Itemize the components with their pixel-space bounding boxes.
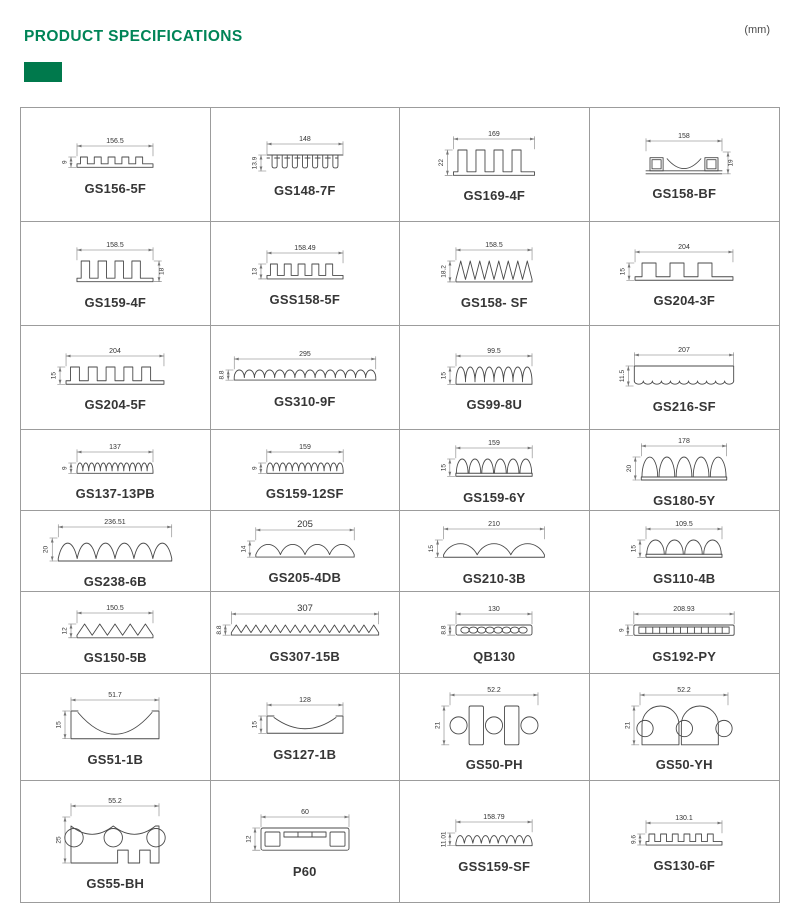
- profile-drawing: [590, 128, 780, 184]
- product-code: GS150-5B: [83, 650, 147, 666]
- profile-drawing: [21, 237, 210, 292]
- profile-sketch: [21, 687, 210, 749]
- spec-cell-gs156-5f: [21, 108, 211, 222]
- spec-cell-gs169-4f: [400, 108, 590, 222]
- profile-drawing: [21, 133, 210, 177]
- profile-drawing: [590, 239, 780, 290]
- product-code: GS99-8U: [466, 397, 523, 413]
- svg-text:99.5: 99.5: [487, 347, 502, 355]
- svg-text:9.6: 9.6: [630, 834, 638, 845]
- page-header: [0, 0, 800, 82]
- profile-sketch: [400, 601, 589, 645]
- svg-text:21: 21: [434, 721, 442, 729]
- product-code: GS50-YH: [655, 757, 713, 773]
- svg-text:9: 9: [61, 466, 69, 470]
- svg-text:130: 130: [488, 606, 501, 614]
- profile-sketch: [21, 343, 210, 394]
- svg-text:158.49: 158.49: [294, 245, 316, 253]
- spec-cell-gs180-5y: [590, 430, 780, 511]
- product-code: GS307-15B: [269, 648, 340, 664]
- product-code: GS158-BF: [652, 186, 717, 202]
- svg-text:51.7: 51.7: [108, 692, 123, 700]
- profile-drawing: [21, 514, 210, 571]
- svg-text:207: 207: [678, 346, 691, 354]
- spec-cell-gs50-ph: [400, 674, 590, 781]
- profile-drawing: [211, 439, 400, 483]
- profile-drawing: [400, 809, 589, 856]
- product-code: GS204-3F: [653, 293, 716, 309]
- product-code: GS238-6B: [83, 573, 147, 589]
- spec-cell-gs310-9f: [211, 326, 401, 430]
- svg-text:9: 9: [251, 466, 259, 470]
- spec-cell-gs204-5f: [21, 326, 211, 430]
- svg-text:15: 15: [50, 371, 58, 380]
- spec-cell-p60: [211, 781, 401, 902]
- product-code: GS159-12SF: [265, 486, 344, 502]
- product-code: GS205-4DB: [268, 570, 342, 586]
- profile-drawing: [590, 601, 780, 645]
- profile-drawing: [211, 346, 400, 390]
- profile-sketch: [211, 439, 400, 483]
- svg-text:8.8: 8.8: [215, 625, 223, 635]
- product-code: GS55-BH: [86, 875, 145, 891]
- svg-text:210: 210: [488, 521, 501, 529]
- svg-text:159: 159: [298, 443, 311, 451]
- spec-cell-gs137-13pb: [21, 430, 211, 511]
- svg-text:21: 21: [624, 721, 632, 729]
- product-code: GS204-5F: [84, 397, 147, 413]
- svg-text:208.93: 208.93: [673, 606, 695, 614]
- spec-cell-gs127-1b: [211, 674, 401, 781]
- profile-drawing: [400, 682, 589, 755]
- product-code: GSS158-5F: [269, 291, 340, 307]
- profile-sketch: [211, 692, 400, 743]
- svg-text:25: 25: [55, 835, 63, 844]
- product-code: GS51-1B: [87, 751, 144, 767]
- svg-text:52.2: 52.2: [677, 686, 692, 694]
- accent-block: [24, 62, 62, 82]
- profile-sketch: [211, 240, 400, 289]
- spec-cell-gs204-3f: [590, 222, 780, 326]
- product-code: GS110-4B: [653, 570, 716, 586]
- svg-text:307: 307: [296, 603, 313, 615]
- profile-sketch: [21, 600, 210, 648]
- svg-text:158.5: 158.5: [106, 242, 124, 250]
- svg-text:169: 169: [488, 130, 501, 138]
- svg-text:12: 12: [61, 626, 69, 635]
- spec-cell-gs150-5b: [21, 592, 211, 674]
- spec-cell-gs51-1b: [21, 674, 211, 781]
- spec-cell-gs55-bh: [21, 781, 211, 902]
- profile-drawing: [211, 517, 400, 567]
- svg-text:137: 137: [109, 443, 122, 451]
- product-code: GS192-PY: [652, 648, 717, 664]
- svg-text:178: 178: [678, 437, 691, 445]
- spec-cell-gs148-7f: [211, 108, 401, 222]
- profile-drawing: [400, 601, 589, 645]
- svg-text:60: 60: [300, 809, 309, 817]
- svg-text:52.2: 52.2: [487, 686, 502, 694]
- spec-cell-gs205-4db: [211, 511, 401, 592]
- svg-text:9: 9: [61, 160, 69, 165]
- profile-drawing: [400, 435, 589, 486]
- profile-sketch: [21, 793, 210, 873]
- product-code: GS159-4F: [84, 294, 147, 310]
- product-code: GS210-3B: [462, 570, 526, 586]
- svg-text:130.1: 130.1: [675, 814, 693, 822]
- svg-text:295: 295: [298, 351, 311, 359]
- profile-sketch: [211, 601, 400, 645]
- svg-text:150.5: 150.5: [106, 604, 124, 612]
- profile-sketch: [590, 601, 780, 645]
- svg-text:158.79: 158.79: [483, 814, 505, 822]
- svg-text:15: 15: [440, 371, 448, 380]
- spec-cell-gs158-sf: [400, 222, 590, 326]
- svg-text:18: 18: [158, 267, 166, 276]
- profile-sketch: [400, 343, 589, 394]
- product-code: GS137-13PB: [75, 486, 155, 502]
- profile-drawing: [21, 793, 210, 873]
- product-code: GS158- SF: [460, 294, 528, 310]
- svg-text:8.8: 8.8: [440, 625, 448, 635]
- profile-sketch: [590, 342, 780, 396]
- unit-label: (mm): [744, 24, 770, 36]
- profile-sketch: [400, 126, 589, 185]
- svg-text:11.01: 11.01: [440, 831, 448, 848]
- profile-drawing: [211, 240, 400, 289]
- profile-sketch: [211, 346, 400, 390]
- svg-text:236.51: 236.51: [104, 518, 126, 526]
- profile-drawing: [590, 516, 780, 567]
- profile-sketch: [211, 517, 400, 567]
- spec-cell-gs216-sf: [590, 326, 780, 430]
- profile-drawing: [590, 433, 780, 490]
- svg-text:158: 158: [678, 132, 691, 140]
- profile-drawing: [21, 687, 210, 749]
- profile-drawing: [211, 131, 400, 181]
- product-code: GS159-6Y: [463, 489, 526, 505]
- profile-sketch: [211, 804, 400, 860]
- product-code: GS310-9F: [273, 393, 336, 409]
- profile-drawing: [400, 237, 589, 292]
- product-code: QB130: [473, 648, 516, 664]
- product-code: GS127-1B: [273, 746, 337, 762]
- profile-sketch: [21, 514, 210, 571]
- product-code: GS50-PH: [465, 757, 523, 773]
- svg-text:204: 204: [109, 347, 122, 355]
- profile-drawing: [21, 343, 210, 394]
- svg-text:9: 9: [618, 628, 626, 633]
- profile-drawing: [590, 810, 780, 855]
- svg-text:158.5: 158.5: [485, 242, 503, 250]
- spec-cell-gs50-yh: [590, 674, 780, 781]
- svg-text:13: 13: [251, 267, 259, 276]
- spec-cell-gs192-py: [590, 592, 780, 674]
- profile-sketch: [590, 682, 780, 755]
- svg-text:15: 15: [428, 545, 436, 553]
- svg-text:19: 19: [727, 158, 735, 167]
- spec-cell-gs238-6b: [21, 511, 211, 592]
- profile-drawing: [211, 804, 400, 860]
- spec-cell-gs158-bf: [590, 108, 780, 222]
- product-code: GS180-5Y: [653, 492, 716, 508]
- spec-cell-gss159-sf: [400, 781, 590, 902]
- svg-text:15: 15: [619, 267, 627, 276]
- spec-cell-gss158-5f: [211, 222, 401, 326]
- profile-drawing: [400, 343, 589, 394]
- profile-drawing: [21, 439, 210, 483]
- svg-text:8.8: 8.8: [218, 370, 226, 380]
- profile-drawing: [590, 682, 780, 755]
- spec-cell-gs307-15b: [211, 592, 401, 674]
- profile-sketch: [400, 435, 589, 486]
- profile-drawing: [211, 601, 400, 645]
- svg-text:22: 22: [438, 158, 446, 167]
- svg-text:204: 204: [678, 243, 691, 251]
- profile-sketch: [400, 237, 589, 292]
- svg-text:156.5: 156.5: [106, 138, 124, 146]
- svg-text:14: 14: [240, 545, 248, 553]
- product-code: GS130-6F: [653, 858, 716, 874]
- svg-text:205: 205: [296, 518, 313, 530]
- profile-drawing: [590, 342, 780, 396]
- profile-drawing: [400, 516, 589, 567]
- profile-sketch: [400, 809, 589, 856]
- spec-cell-gs130-6f: [590, 781, 780, 902]
- profile-sketch: [21, 133, 210, 177]
- product-code: GS169-4F: [463, 188, 526, 204]
- product-code: GSS159-SF: [458, 858, 531, 874]
- product-code: GS148-7F: [273, 183, 336, 199]
- svg-text:13.9: 13.9: [251, 156, 259, 169]
- profile-sketch: [400, 682, 589, 755]
- profile-sketch: [400, 516, 589, 567]
- profile-sketch: [590, 128, 780, 184]
- svg-text:15: 15: [251, 721, 259, 729]
- svg-text:20: 20: [42, 545, 50, 553]
- profile-drawing: [21, 600, 210, 648]
- profile-sketch: [21, 237, 210, 292]
- page-title: PRODUCT SPECIFICATIONS: [24, 28, 243, 45]
- product-code: P60: [292, 863, 317, 879]
- svg-text:15: 15: [55, 721, 63, 729]
- profile-sketch: [590, 433, 780, 490]
- product-code: GS156-5F: [84, 180, 147, 196]
- profile-sketch: [211, 131, 400, 181]
- spec-table: [20, 107, 780, 903]
- profile-sketch: [590, 239, 780, 290]
- profile-sketch: [590, 516, 780, 567]
- svg-text:18.2: 18.2: [440, 265, 448, 278]
- svg-text:55.2: 55.2: [108, 797, 123, 805]
- spec-cell-gs159-4f: [21, 222, 211, 326]
- profile-sketch: [590, 810, 780, 855]
- svg-text:15: 15: [630, 545, 638, 553]
- profile-drawing: [211, 692, 400, 743]
- svg-text:20: 20: [626, 464, 634, 472]
- spec-cell-gs110-4b: [590, 511, 780, 592]
- svg-text:15: 15: [440, 464, 448, 472]
- spec-cell-gs159-12sf: [211, 430, 401, 511]
- spec-cell-gs159-6y: [400, 430, 590, 511]
- svg-text:128: 128: [298, 697, 311, 705]
- spec-cell-gs210-3b: [400, 511, 590, 592]
- svg-text:12: 12: [245, 835, 253, 844]
- profile-drawing: [400, 126, 589, 185]
- spec-cell-qb130: [400, 592, 590, 674]
- svg-text:109.5: 109.5: [675, 521, 694, 529]
- svg-text:148: 148: [298, 135, 311, 143]
- product-code: GS216-SF: [652, 398, 716, 414]
- svg-text:11.5: 11.5: [619, 369, 627, 382]
- profile-sketch: [21, 439, 210, 483]
- svg-text:159: 159: [488, 440, 501, 448]
- spec-cell-gs99-8u: [400, 326, 590, 430]
